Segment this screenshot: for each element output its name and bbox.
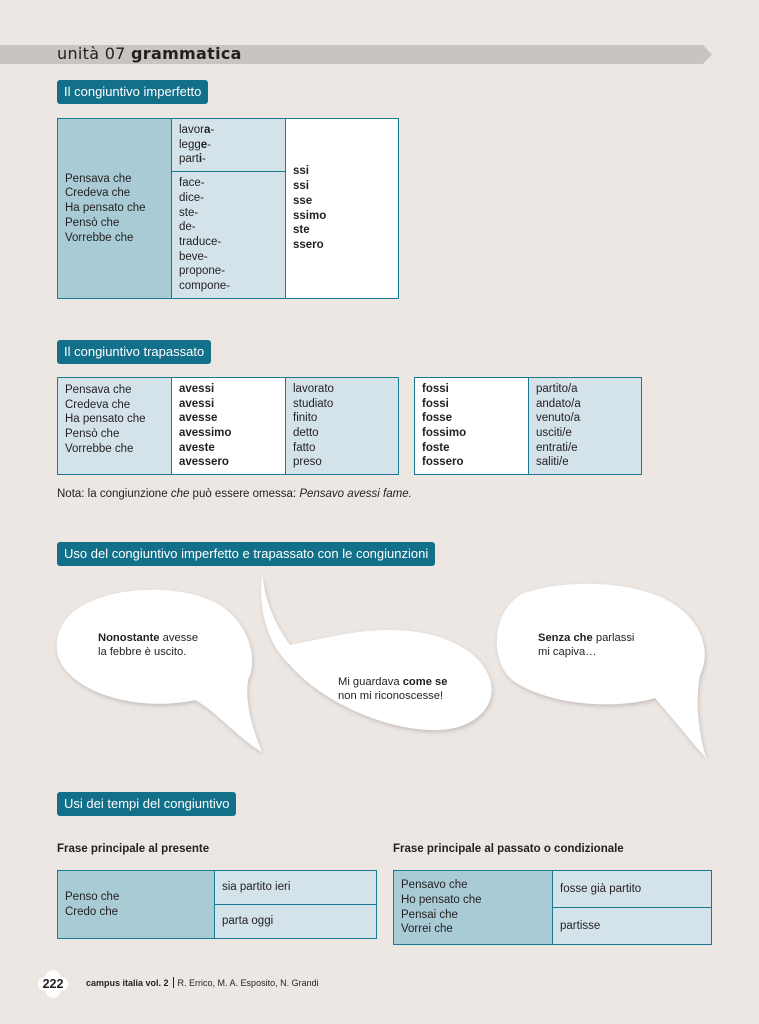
participle: preso bbox=[293, 456, 322, 469]
trapassato-avere-table bbox=[57, 377, 399, 475]
irregular-stem: ste- bbox=[179, 206, 199, 219]
avere-form: avessi bbox=[179, 382, 215, 395]
usi-present-subjects bbox=[58, 871, 215, 939]
trapassato-avere-participles bbox=[286, 378, 399, 475]
subject-line: Credeva che bbox=[65, 398, 131, 411]
ending: ssimo bbox=[293, 209, 327, 222]
trapassato-essere-table bbox=[414, 377, 642, 475]
bubble-middle-line2: non mi riconoscesse! bbox=[338, 689, 444, 702]
avere-form: avessimo bbox=[179, 427, 232, 439]
regular-stem: legge- bbox=[179, 138, 211, 151]
note-text bbox=[57, 488, 412, 500]
irregular-stem: de- bbox=[179, 221, 196, 234]
usi-past-table bbox=[393, 870, 712, 945]
regular-stem: lavora- bbox=[179, 123, 215, 136]
subject-line: Ha pensato che bbox=[65, 413, 146, 426]
ending: sse bbox=[293, 194, 313, 207]
footer-separator bbox=[173, 977, 174, 988]
bubble-text-left bbox=[98, 632, 198, 659]
participle: saliti/e bbox=[536, 456, 569, 469]
subject-line: Pensava che bbox=[65, 384, 132, 396]
irregular-stem: dice- bbox=[179, 191, 204, 204]
avere-form: avessero bbox=[179, 456, 229, 469]
bubble-left-rest2: la febbre è uscito. bbox=[98, 645, 187, 658]
participle: venuto/a bbox=[536, 412, 581, 425]
usi-past-row-2: partisse bbox=[553, 908, 712, 945]
subject-line: Pensai che bbox=[401, 908, 458, 921]
ending: ssi bbox=[293, 180, 309, 193]
page-number-badge bbox=[38, 970, 68, 998]
section-label-trapassato: Il congiuntivo trapassato bbox=[57, 340, 211, 364]
bubble-left-bold: Nonostante bbox=[98, 632, 160, 644]
section-label-imperfetto: Il congiuntivo imperfetto bbox=[57, 80, 208, 104]
subject-line: Credo che bbox=[65, 905, 119, 918]
essere-form: foste bbox=[422, 441, 450, 454]
avere-form: avessi bbox=[179, 397, 215, 410]
bubble-middle-bold: come se bbox=[402, 676, 448, 688]
usi-past-row-1: fosse già partito bbox=[553, 871, 712, 908]
participle: usciti/e bbox=[536, 427, 572, 439]
trapassato-subjects bbox=[58, 378, 172, 475]
essere-form: fossi bbox=[422, 382, 449, 395]
subject-line: Ho pensato che bbox=[401, 893, 482, 906]
participle: detto bbox=[293, 427, 319, 439]
subject-line: Pensava che bbox=[65, 172, 132, 185]
speech-bubble-left bbox=[57, 590, 262, 752]
bubble-text-middle bbox=[338, 676, 447, 703]
participle: partito/a bbox=[536, 382, 578, 395]
subject-line: Pensò che bbox=[65, 428, 120, 441]
subhead-present: Frase principale al presente bbox=[57, 843, 210, 855]
bubble-left-rest1: avesse bbox=[159, 632, 199, 644]
trapassato-essere-participles bbox=[529, 378, 642, 475]
unit-label: unità 07 bbox=[57, 44, 126, 63]
section-title: grammatica bbox=[131, 44, 242, 63]
speech-bubble-right bbox=[497, 584, 706, 758]
irregular-stem: propone- bbox=[179, 265, 226, 278]
page-header bbox=[57, 44, 242, 63]
ending: ssero bbox=[293, 238, 324, 251]
footer-authors: R. Errico, M. A. Esposito, N. Grandi bbox=[177, 978, 319, 988]
usi-present-row-1: sia partito ieri bbox=[215, 871, 377, 905]
imperfetto-endings bbox=[286, 119, 399, 299]
irregular-stem: compone- bbox=[179, 280, 231, 293]
essere-form: fosse bbox=[422, 412, 453, 425]
essere-form: fossero bbox=[422, 456, 464, 469]
participle: lavorato bbox=[293, 382, 334, 395]
participle: entrati/e bbox=[536, 441, 578, 454]
imperfetto-irregular-stems bbox=[172, 172, 286, 299]
irregular-stem: traduce- bbox=[179, 236, 222, 248]
trapassato-avere bbox=[172, 378, 286, 475]
speech-bubbles bbox=[0, 570, 759, 770]
bubble-right-rest2: mi capiva… bbox=[538, 645, 597, 658]
irregular-stem: beve- bbox=[179, 250, 208, 263]
note-prefix: Nota: la congiunzione bbox=[57, 488, 171, 500]
subject-line: Vorrebbe che bbox=[65, 231, 134, 244]
footer-credits bbox=[86, 977, 319, 988]
bubble-middle-line1: Mi guardava bbox=[338, 676, 403, 688]
speech-bubble-middle bbox=[261, 575, 491, 730]
usi-past-subjects bbox=[394, 871, 553, 945]
section-label-congiunzioni: Uso del congiuntivo imperfetto e trapassato con le congiunzioni bbox=[57, 542, 435, 566]
bubble-right-bold: Senza che bbox=[538, 632, 593, 644]
note-middle: può essere omessa: bbox=[189, 488, 300, 500]
subject-line: Penso che bbox=[65, 890, 120, 903]
ending: ssi bbox=[293, 165, 309, 178]
subject-line: Pensavo che bbox=[401, 879, 468, 892]
section-label-usi: Usi dei tempi del congiuntivo bbox=[57, 792, 236, 816]
essere-form: fossimo bbox=[422, 427, 467, 439]
participle: fatto bbox=[293, 441, 316, 454]
imperfetto-regular-stems bbox=[172, 119, 286, 172]
subject-line: Credeva che bbox=[65, 187, 131, 200]
participle: finito bbox=[293, 412, 318, 425]
bubble-text-right bbox=[538, 632, 634, 659]
subhead-past: Frase principale al passato o condizionale bbox=[393, 843, 624, 855]
usi-present-table bbox=[57, 870, 377, 939]
subject-line: Ha pensato che bbox=[65, 202, 146, 215]
irregular-stem: face- bbox=[179, 177, 205, 190]
regular-stem: parti- bbox=[179, 153, 206, 166]
subject-line: Pensò che bbox=[65, 216, 120, 229]
subject-line: Vorrebbe che bbox=[65, 442, 134, 455]
participle: andato/a bbox=[536, 397, 581, 410]
participle: studiato bbox=[293, 397, 334, 410]
trapassato-essere bbox=[415, 378, 529, 475]
subject-line: Vorrei che bbox=[401, 923, 453, 936]
note-example: Pensavo avessi fame. bbox=[299, 488, 412, 500]
ending: ste bbox=[293, 224, 310, 237]
avere-form: avesse bbox=[179, 412, 218, 425]
page-number: 222 bbox=[42, 977, 64, 991]
note-word: che bbox=[170, 488, 190, 500]
imperfetto-subjects bbox=[58, 119, 172, 299]
avere-form: aveste bbox=[179, 441, 215, 454]
essere-form: fossi bbox=[422, 397, 449, 410]
bubble-right-rest1: parlassi bbox=[592, 632, 635, 644]
footer-title: campus italia vol. 2 bbox=[86, 978, 169, 988]
imperfetto-table bbox=[57, 118, 399, 299]
usi-present-row-2: parta oggi bbox=[215, 905, 377, 939]
